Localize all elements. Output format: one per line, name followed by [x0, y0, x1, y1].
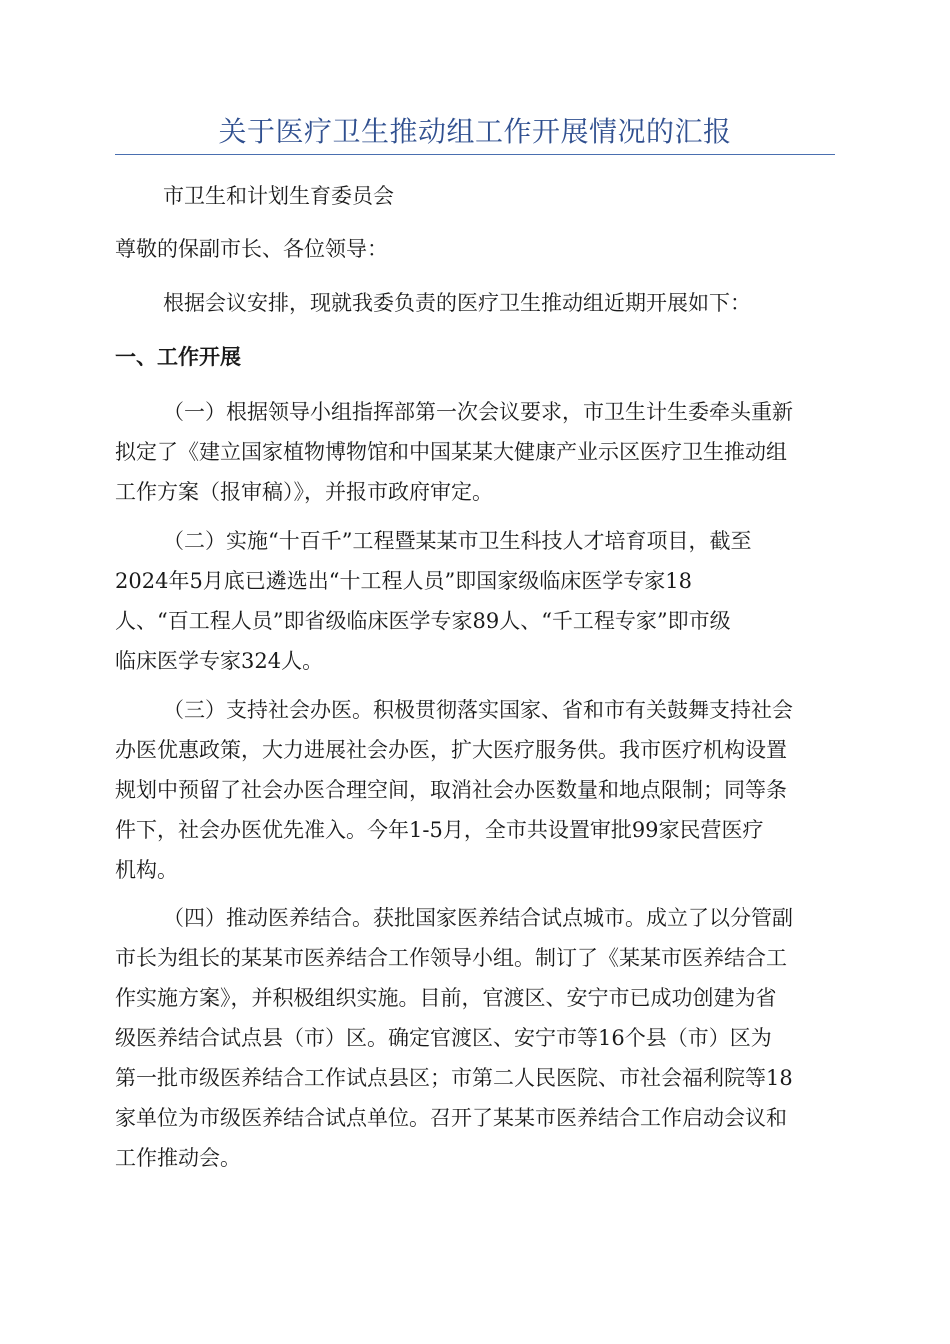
paragraph-line: （一）根据领导小组指挥部第一次会议要求，市卫生计生委牵头重新 [163, 400, 793, 424]
title-underline [115, 154, 835, 155]
paragraph-line: 作实施方案》，并积极组织实施。目前，官渡区、安宁市已成功创建为省 [115, 986, 777, 1010]
paragraph-3 [115, 690, 835, 890]
paragraph-line: 工作方案（报审稿）》，并报市政府审定。 [115, 480, 493, 504]
salutation: 尊敬的保副市长、各位领导： [115, 237, 388, 261]
intro-paragraph: 根据会议安排，现就我委负责的医疗卫生推动组近期开展如下： [163, 291, 751, 315]
paragraph-line: 级医养结合试点县（市）区。确定官渡区、安宁市等16个县（市）区为 [115, 1026, 772, 1050]
paragraph-4 [115, 898, 835, 1178]
paragraph-line: 2024年5月底已遴选出“十工程人员”即国家级临床医学专家18 [115, 569, 692, 593]
paragraph-line: 机构。 [115, 858, 178, 882]
paragraph-line: 临床医学专家324人。 [115, 649, 324, 673]
paragraph-line: 拟定了《建立国家植物博物馆和中国某某大健康产业示区医疗卫生推动组 [115, 440, 787, 464]
paragraph-2 [115, 521, 835, 681]
document-title: 关于医疗卫生推动组工作开展情况的汇报 [218, 115, 732, 148]
paragraph-line: 办医优惠政策，大力进展社会办医，扩大医疗服务供。我市医疗机构设置 [115, 738, 787, 762]
paragraph-line: 市长为组长的某某市医养结合工作领导小组。制订了《某某市医养结合工 [115, 946, 787, 970]
paragraph-line: （三）支持社会办医。积极贯彻落实国家、省和市有关鼓舞支持社会 [163, 698, 793, 722]
paragraph-line: 第一批市级医养结合工作试点县区；市第二人民医院、市社会福利院等18 [115, 1066, 793, 1090]
issuing-organization: 市卫生和计划生育委员会 [163, 184, 394, 208]
paragraph-1 [115, 392, 835, 512]
paragraph-line: （二）实施“十百千”工程暨某某市卫生科技人才培育项目，截至 [163, 529, 752, 553]
paragraph-line: （四）推动医养结合。获批国家医养结合试点城市。成立了以分管副 [163, 906, 793, 930]
paragraph-line: 人、“百工程人员”即省级临床医学专家89人、“千工程专家”即市级 [115, 609, 731, 633]
paragraph-line: 家单位为市级医养结合试点单位。召开了某某市医养结合工作启动会议和 [115, 1106, 787, 1130]
paragraph-line: 件下，社会办医优先准入。今年1-5月，全市共设置审批99家民营医疗 [115, 818, 764, 842]
paragraph-line: 工作推动会。 [115, 1146, 241, 1170]
section-heading: 一、工作开展 [115, 345, 241, 369]
paragraph-line: 规划中预留了社会办医合理空间，取消社会办医数量和地点限制；同等条 [115, 778, 787, 802]
